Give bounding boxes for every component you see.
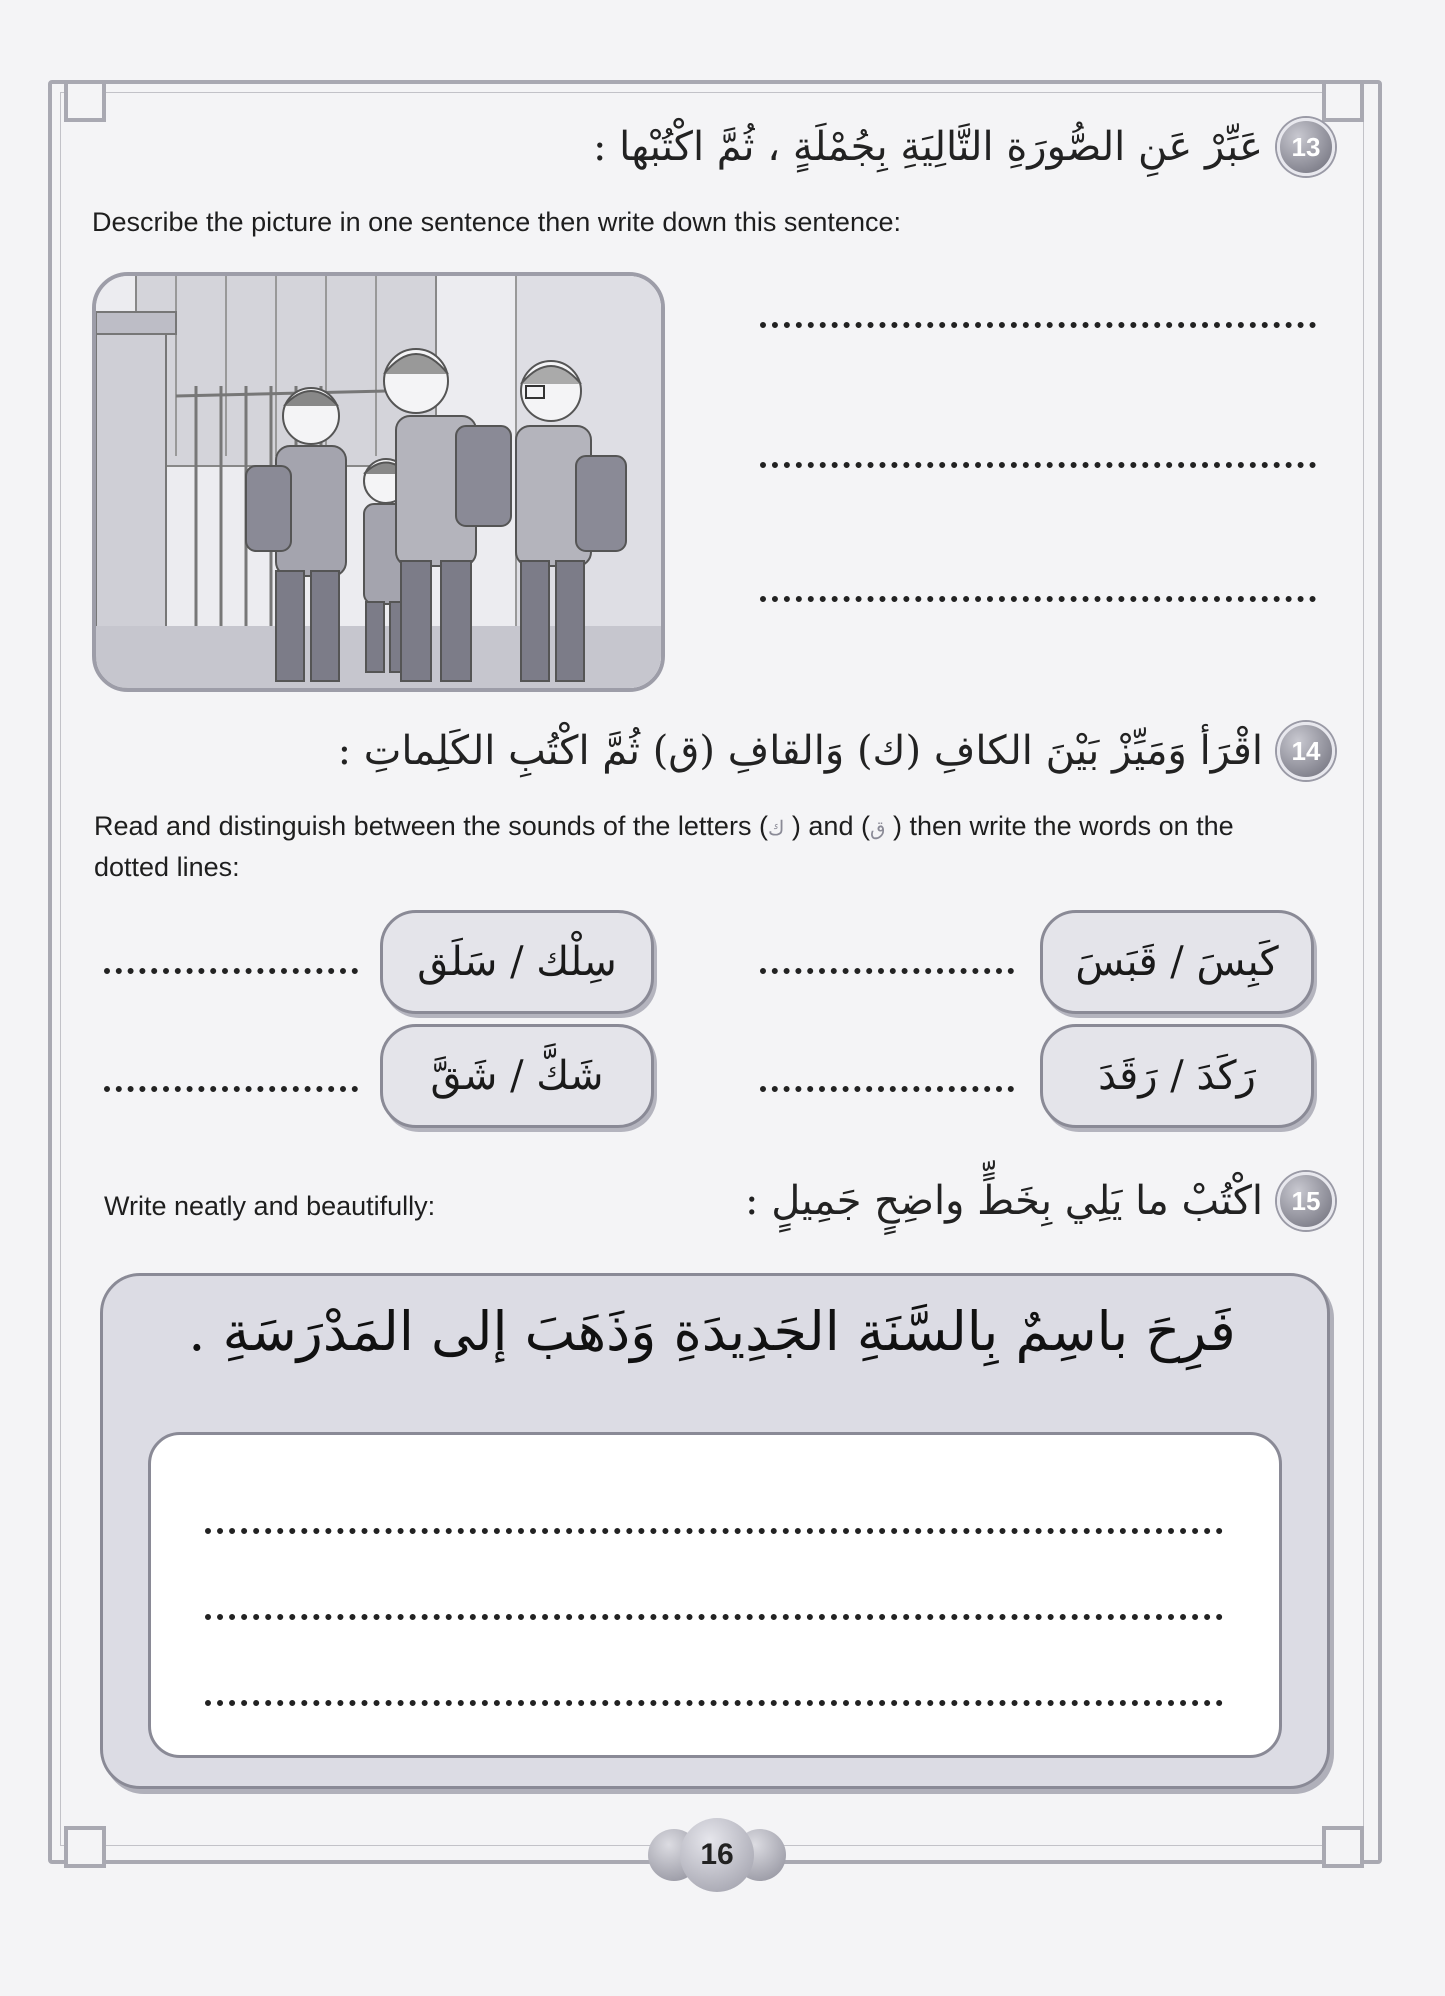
instruction-part: ) and (	[784, 811, 870, 841]
frame-corner-ornament	[64, 1826, 106, 1868]
word-pair-card: شَكَّ / شَقَّ	[380, 1024, 654, 1128]
page-number-ornament	[662, 1818, 772, 1892]
answer-dotted-line[interactable]	[760, 322, 1316, 328]
answer-dotted-line[interactable]	[760, 1086, 1014, 1092]
frame-corner-ornament	[1322, 1826, 1364, 1868]
question-title-ar: اقْرَأ وَمَيِّزْ بَيْنَ الكافِ (ك) وَالقافِ (ق) ثُمَّ اكْتُبِ الكَلِماتِ :	[337, 728, 1263, 774]
question-number-badge: 13	[1277, 118, 1335, 176]
model-sentence-ar: فَرِحَ باسِمٌ بِالسَّنَةِ الجَدِيدَةِ وَذَهَبَ إلى المَدْرَسَةِ .	[188, 1300, 1236, 1363]
illustration-schoolboys	[92, 272, 665, 692]
instruction-part: Read and distinguish between the sounds of the letters (	[94, 811, 768, 841]
word-pair-card: كَبِسَ / قَبَسَ	[1040, 910, 1314, 1014]
schoolboys-drawing	[96, 276, 661, 688]
answer-dotted-line[interactable]	[205, 1614, 1223, 1620]
question-15-heading	[745, 1172, 1335, 1230]
question-13-instruction: Describe the picture in one sentence then write down this sentence:	[92, 207, 901, 237]
instruction-part: ) then write the words on the dotted lines:	[94, 811, 1234, 882]
question-title-ar: اكْتُبْ ما يَلِي بِخَطٍّ واضِحٍ جَمِيلٍ :	[745, 1178, 1263, 1224]
handwriting-area[interactable]	[148, 1432, 1282, 1758]
letter-qaf: ق	[869, 818, 886, 840]
letter-kaf: ك	[767, 818, 785, 840]
frame-corner-ornament	[64, 80, 106, 122]
question-14-heading	[338, 722, 1335, 780]
frame-corner-ornament	[1322, 80, 1364, 122]
answer-dotted-line[interactable]	[205, 1528, 1223, 1534]
answer-dotted-line[interactable]	[104, 1086, 358, 1092]
page-number: 16	[680, 1818, 754, 1892]
question-15-instruction: Write neatly and beautifully:	[104, 1191, 436, 1221]
question-title-ar: عَبِّرْ عَنِ الصُّورَةِ التَّالِيَةِ بِجُمْلَةٍ ، ثُمَّ اكْتُبْها :	[592, 124, 1263, 170]
answer-dotted-line[interactable]	[760, 462, 1316, 468]
question-14-instruction	[94, 806, 1314, 887]
question-number-badge: 15	[1277, 1172, 1335, 1230]
question-13-heading	[593, 118, 1335, 176]
word-pair-card: رَكَدَ / رَقَدَ	[1040, 1024, 1314, 1128]
answer-dotted-line[interactable]	[760, 968, 1014, 974]
question-number-badge: 14	[1277, 722, 1335, 780]
answer-dotted-line[interactable]	[104, 968, 358, 974]
word-pair-card: سِلْك / سَلَق	[380, 910, 654, 1014]
answer-dotted-line[interactable]	[760, 596, 1316, 602]
answer-dotted-line[interactable]	[205, 1700, 1223, 1706]
